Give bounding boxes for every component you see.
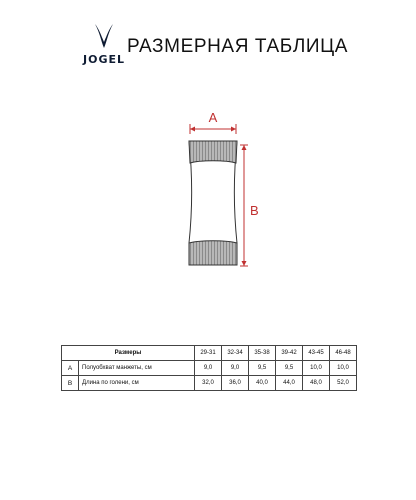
table-cell: 48,0	[303, 376, 330, 391]
table-cell: 10,0	[303, 361, 330, 376]
size-col-header: 39-42	[276, 346, 303, 361]
bottom-cuff	[189, 241, 237, 265]
page-title: РАЗМЕРНАЯ ТАБЛИЦА	[127, 36, 349, 57]
table-cell: 9,0	[222, 361, 249, 376]
table-header-label: Размеры	[62, 346, 195, 361]
table-cell: 32,0	[195, 376, 222, 391]
row-letter: B	[62, 376, 79, 391]
size-col-header: 46-48	[330, 346, 357, 361]
table-header-row	[62, 346, 357, 361]
dimension-b	[240, 145, 259, 266]
table-cell: 9,0	[195, 361, 222, 376]
row-letter: A	[62, 361, 79, 376]
size-col-header: 29-31	[195, 346, 222, 361]
row-label: Полуобхват манжеты, см	[79, 361, 195, 376]
dimension-a	[190, 110, 236, 134]
top-cuff	[189, 141, 237, 163]
table-cell: 40,0	[249, 376, 276, 391]
table-cell: 36,0	[222, 376, 249, 391]
size-col-header: 43-45	[303, 346, 330, 361]
sleeve-outline	[189, 141, 237, 265]
table-cell: 52,0	[330, 376, 357, 391]
table-cell: 9,5	[249, 361, 276, 376]
table-row	[62, 376, 357, 391]
table-cell: 10,0	[330, 361, 357, 376]
table-row	[62, 361, 357, 376]
table-cell: 44,0	[276, 376, 303, 391]
size-col-header: 32-34	[222, 346, 249, 361]
label-a: A	[208, 110, 218, 125]
size-col-header: 35-38	[249, 346, 276, 361]
label-b: B	[250, 203, 259, 218]
size-table	[61, 345, 357, 391]
table-cell: 9,5	[276, 361, 303, 376]
brand-name: JOGEL	[83, 53, 125, 66]
row-label: Длина по голени, см	[79, 376, 195, 391]
